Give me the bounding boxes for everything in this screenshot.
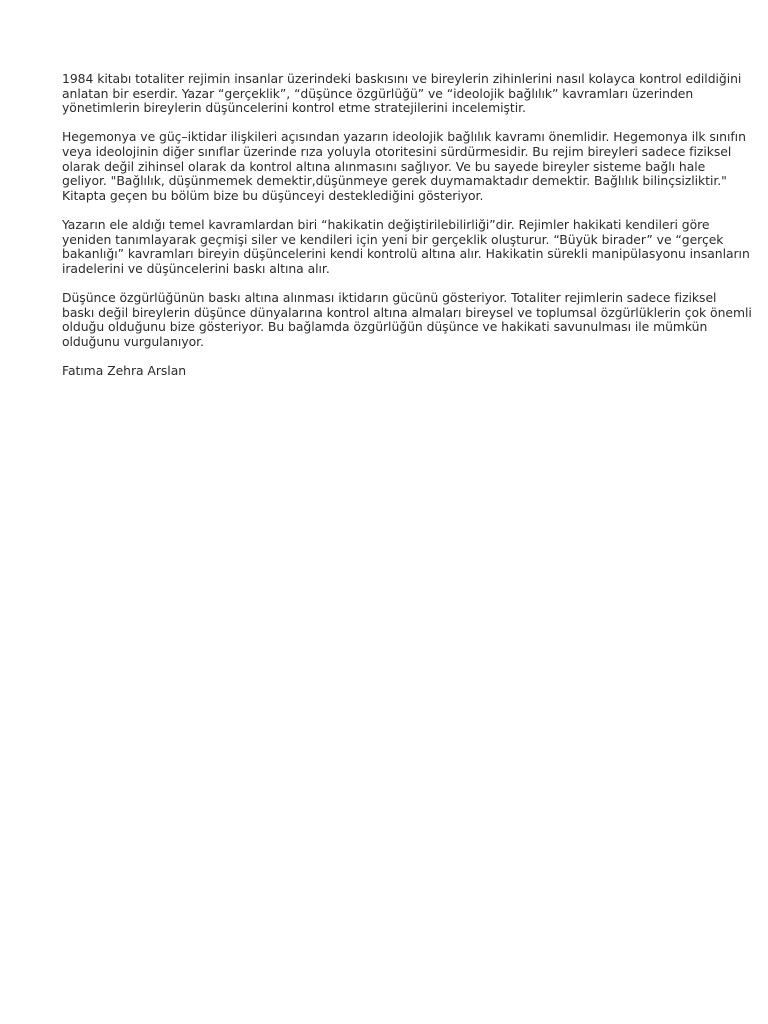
paragraph-truth: Yazarın ele aldığı temel kavramlardan biri “hakikatin değiştirilebilirliği”dir. Rejimler hakikati kendileri göre yeniden tanımlayarak geçmişi siler ve kendileri için yeni bir gerçeklik oluşturur. “Büyük birader” ve “gerçek bakanlığı” kavramları bireyin düşüncelerini kendi kontrolü altına alır. Hakikatin sürekli manipülasyonu insanların iradelerini ve düşüncelerini baskı altına alır. (62, 216, 750, 276)
paragraph-conclusion: Düşünce özgürlüğünün baskı altına alınması iktidarın gücünü gösteriyor. Totaliter rejimlerin sadece fiziksel baskı değil bireylerin düşünce dünyalarına kontrol altına almaları bireysel ve toplumsal özgürlüklerin çok önemli olduğu olduğunu bize gösteriyor. Bu bağlamda özgürlüğün düşünce ve hakikati savunulması ile mümkün olduğunu vurgulanıyor. (62, 289, 752, 349)
paragraph-hegemony: Hegemonya ve güç–iktidar ilişkileri açısından yazarın ideolojik bağlılık kavramı önemlidir. Hegemonya ilk sınıfın veya ideolojinin diğer sınıflar üzerinde rıza yoluyla otoritesini sürdürmesidir. Bu rejim bireyleri sadece fiziksel olarak değil zihinsel olarak da kontrol altına alınmasını sağlıyor. Ve bu sayede bireyler sisteme bağlı hale geliyor. "Bağlılık, düşünmemek demektir,düşünmeye gerek duymamaktadır demektir. Bağlılık bilinçsizliktir." Kitapta geçen bu bölüm bize bu düşünceyi desteklediğini gösteriyor. (62, 129, 746, 203)
document-page (62, 72, 752, 378)
paragraph-intro: 1984 kitabı totaliter rejimin insanlar üzerindeki baskısını ve bireylerin zihinlerini nasıl kolayca kontrol edildiğini anlatan bir eserdir. Yazar “gerçeklik”, “düşünce özgürlüğü” ve “ideolojik bağlılık” kavramları üzerinden yönetimlerin bireylerin düşüncelerini kontrol etme stratejilerini incelemiştir. (62, 71, 742, 116)
author-name: Fatıma Zehra Arslan (62, 362, 187, 378)
